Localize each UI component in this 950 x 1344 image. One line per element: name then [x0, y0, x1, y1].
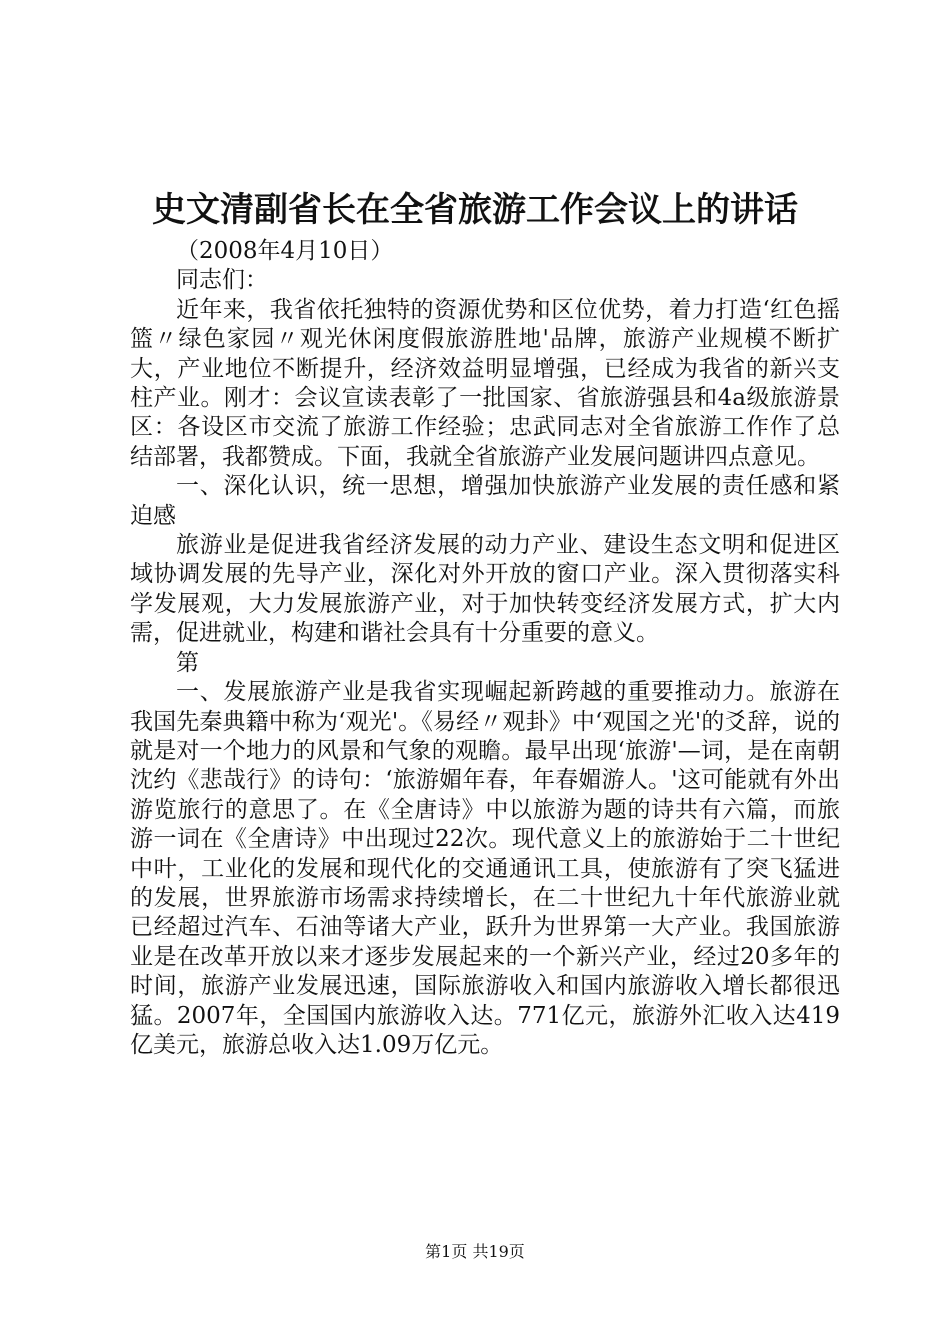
document-body [130, 237, 840, 1060]
date-line: （2008年4月10日） [176, 238, 394, 264]
section-heading-1: 一、深化认识，统一思想，增强加快旅游产业发展的责任感和紧迫感 [130, 473, 840, 529]
page-number: 第1页 共19页 [425, 1242, 525, 1261]
salutation: 同志们： [176, 267, 268, 294]
paragraph-point-1: 一、发展旅游产业是我省实现崛起新跨越的重要推动力。旅游在我国先秦典籍中称为‘观光'。《易经〃观卦》中‘观国之光'的爻辞，说的就是对一个地力的风景和气象的观瞻。最早出现‘旅游'—词，是在南朝沈约《悲哉行》的诗句：‘旅游媚年春，年春媚游人。'这可能就有外出游览旅行的意思了。在《全唐诗》中以旅游为题的诗共有六篇，而旅游一词在《全唐诗》中出现过22次。现代意义上的旅游始于二十世纪中叶，工业化的发展和现代化的交通通讯工具，使旅游有了突飞猛进的发展，世界旅游市场需求持续增长，在二十世纪九十年代旅游业就已经超过汽车、石油等诸大产业，跃升为世界第一大产业。我国旅游业是在改革开放以来才逐步发展起来的一个新兴产业，经过20多年的时间，旅游产业发展迅速，国际旅游收入和国内旅游收入增长都很迅猛。2007年，全国国内旅游收入达。771亿元，旅游外汇收入达419亿美元，旅游总收入达1.09万亿元。 [130, 679, 840, 1058]
paragraph-section-1: 旅游业是促进我省经济发展的动力产业、建设生态文明和促进区域协调发展的先导产业，深化对外开放的窗口产业。深入贯彻落实科学发展观，大力发展旅游产业，对于加快转变经济发展方式，扩大内需，促进就业，构建和谐社会具有十分重要的意义。 [130, 532, 840, 647]
paragraph-fragment: 第 [176, 649, 199, 676]
paragraph-intro: 近年来，我省依托独特的资源优势和区位优势，着力打造‘红色摇篮〃绿色家园〃观光休闲度假旅游胜地'品牌，旅游产业规模不断扩大，产业地位不断提升，经济效益明显增强，已经成为我省的新兴支柱产业。刚才：会议宣读表彰了一批国家、省旅游强县和4a级旅游景区：各设区市交流了旅游工作经验；忠武同志对全省旅游工作作了总结部署，我都赞成。下面，我就全省旅游产业发展问题讲四点意见。 [130, 296, 840, 470]
document-title: 史文清副省长在全省旅游工作会议上的讲话 [152, 190, 798, 230]
